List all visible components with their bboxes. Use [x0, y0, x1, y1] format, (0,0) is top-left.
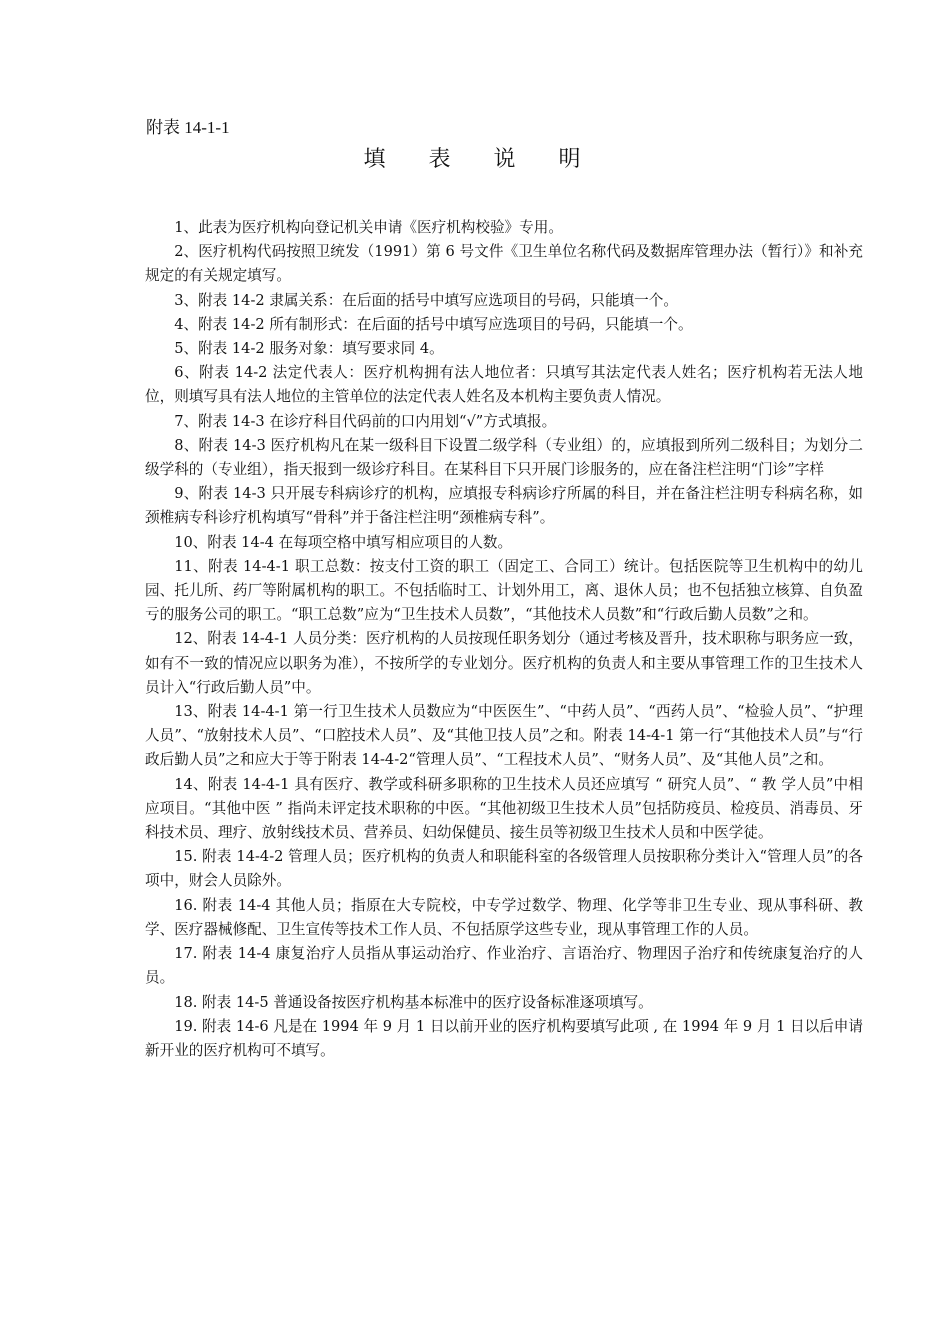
instruction-item: 2、医疗机构代码按照卫统发（1991）第 6 号文件《卫生单位名称代码及数据库管理办法（暂行）》和补充规定的有关规定填写。	[145, 243, 863, 285]
instruction-item: 19. 附表 14-6 凡是在 1994 年 9 月 1 日以前开业的医疗机构要填写此项 , 在 1994 年 9 月 1 日以后申请新开业的医疗机构可不填写。	[145, 1017, 863, 1059]
instruction-item: 14、附表 14-4-1 具有医疗、教学或科研多职称的卫生技术人员还应填写 “ 研究人员”、“ 教 学人员”中相应项目。“其他中医 ” 指尚未评定技术职称的中医。“其他初级卫生技术人员”包括防疫员、检疫员、消毒员、牙科技术员、理疗、放射线技术员、营养员、妇幼保健员、接生员等初级卫生技术人员和中医学徒。	[145, 775, 863, 842]
instruction-item: 15. 附表 14-4-2 管理人员；医疗机构的负责人和职能科室的各级管理人员按职称分类计入“管理人员”的各项中，财会人员除外。	[145, 848, 863, 890]
instruction-item: 3、附表 14-2 隶属关系：在后面的括号中填写应选项目的号码，只能填一个。	[174, 291, 678, 309]
instruction-item: 9、附表 14-3 只开展专科病诊疗的机构，应填报专科病诊疗所属的科目，并在备注栏注明专科病名称，如颈椎病专科诊疗机构填写“骨科”并于备注栏注明“颈椎病专科”。	[145, 485, 863, 527]
instruction-item: 16. 附表 14-4 其他人员；指原在大专院校，中专学过数学、物理、化学等非卫生专业、现从事科研、教学、医疗器械修配、卫生宣传等技术工作人员、不包括原学这些专业，现从事管理工作的人员。	[145, 896, 863, 938]
instruction-item: 11、附表 14-4-1 职工总数：按支付工资的职工（固定工、合同工）统计。包括医院等卫生机构中的幼儿园、托儿所、药厂等附属机构的职工。不包括临时工、计划外用工，离、退休人员；也不包括独立核算、自负盈亏的服务公司的职工。“职工总数”应为“卫生技术人员数”，“其他技术人员数”和“行政后勤人员数”之和。	[145, 557, 863, 624]
instruction-item: 1、此表为医疗机构向登记机关申请《医疗机构校验》专用。	[174, 219, 563, 236]
table-code-label: 附表 14-1-1	[146, 118, 230, 137]
instruction-item: 12、附表 14-4-1 人员分类：医疗机构的人员按现任职务划分（通过考核及晋升，技术职称与职务应一致，如有不一致的情况应以职务为准），不按所学的专业划分。医疗机构的负责人和主要从事管理工作的卫生技术人员计入“行政后勤人员”中。	[145, 630, 863, 696]
instruction-item: 13、附表 14-4-1 第一行卫生技术人员数应为“中医医生”、“中药人员”、“西药人员”、“检验人员”、“护理人员”、“放射技术人员”、“口腔技术人员”、及“其他卫技人员”之和。附表 14-4-1 第一行“其他技术人员”与“行政后勤人员”之和应大于等于附表 14-4-2“管理人员”、“工程技术人员”、“财务人员”、及“其他人员”之和。	[145, 703, 863, 769]
page-title: 填 表 说 明	[363, 147, 599, 172]
instruction-item: 4、附表 14-2 所有制形式：在后面的括号中填写应选项目的号码，只能填一个。	[174, 315, 693, 333]
instruction-item: 6、附表 14-2 法定代表人：医疗机构拥有法人地位者：只填写其法定代表人姓名；医疗机构若无法人地位，则填写具有法人地位的主管单位的法定代表人姓名及本机构主要负责人情况。	[145, 364, 863, 406]
instruction-item: 5、附表 14-2 服务对象：填写要求同 4。	[174, 340, 444, 358]
instruction-item: 18. 附表 14-5 普通设备按医疗机构基本标准中的医疗设备标准逐项填写。	[174, 993, 653, 1011]
instruction-item: 8、附表 14-3 医疗机构凡在某一级科目下设置二级学科（专业组）的，应填报到所列二级科目；为划分二级学科的（专业组），指天报到一级诊疗科目。在某科目下只开展门诊服务的，应在备注栏注明“门诊”字样	[145, 436, 863, 479]
instruction-item: 7、附表 14-3 在诊疗科目代码前的口内用划“√”方式填报。	[174, 412, 557, 430]
instructions-list	[145, 216, 863, 1063]
instruction-item: 17. 附表 14-4 康复治疗人员指从事运动治疗、作业治疗、言语治疗、物理因子治疗和传统康复治疗的人员。	[145, 945, 863, 987]
instruction-item: 10、附表 14-4 在每项空格中填写相应项目的人数。	[174, 533, 513, 551]
